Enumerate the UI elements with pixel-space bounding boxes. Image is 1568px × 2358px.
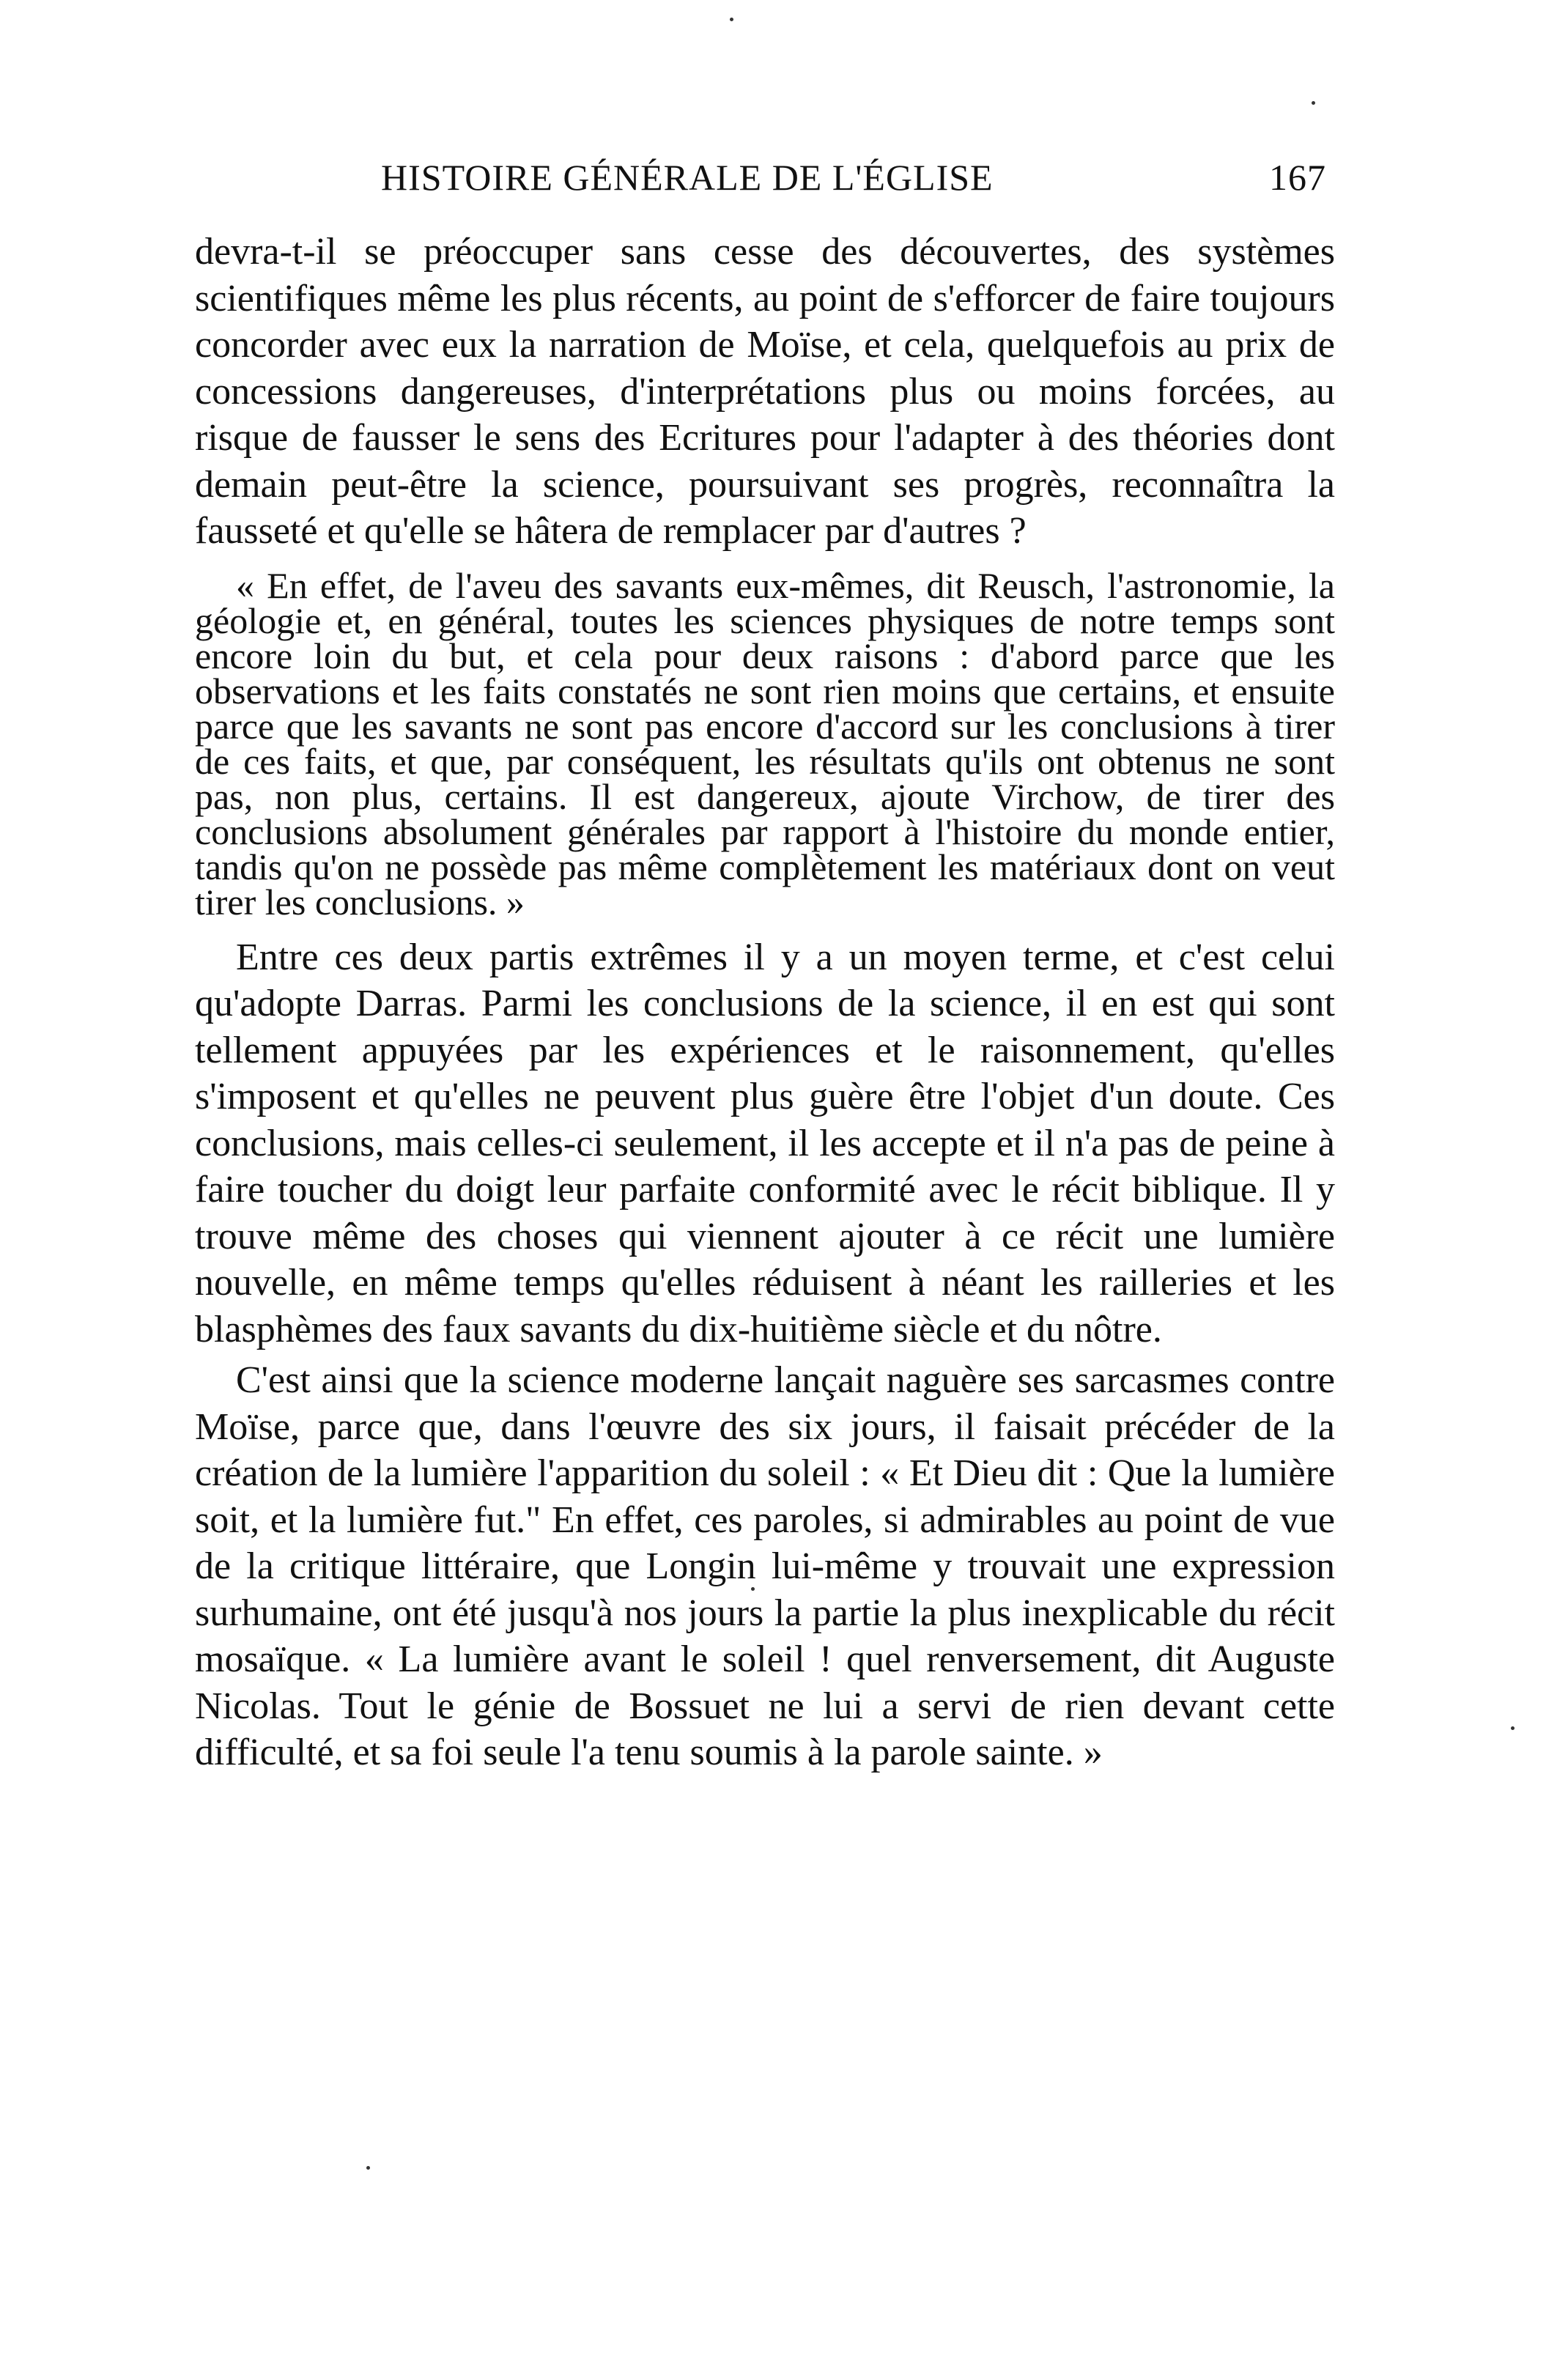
paragraph-continuation: devra-t-il se préoccuper sans cesse des découvertes, des systèmes scientifiques même les plus récents, au point de s'efforcer de faire toujours concorder avec eux la narration de Moïse, et cela, quelquefois au prix de concessions dangereuses, d'interprétations plus ou moins forcées, au risque de fausser le sens des Ecritures pour l'adapter à des théories dont demain peut-être la science, poursuivant ses progrès, reconnaîtra la fausseté et qu'elle se hâtera de remplacer par d'autres ? xyxy=(195,231,1335,552)
running-head-title: HISTOIRE GÉNÉRALE DE L'ÉGLISE xyxy=(381,157,994,198)
print-speck xyxy=(751,1587,755,1591)
paragraph-light-before-sun: C'est ainsi que la science moderne lançait naguère ses sarcasmes contre Moïse, parce que, dans l'œuvre des six jours, il faisait précéder de la création de la lumière l'apparition du soleil : « Et Dieu dit : Que la lumière soit, et la lumière fut." En effet, ces paroles, si admirables au point de vue de la critique littéraire, que Longin lui-même y trouvait une expression surhumaine, ont été jusqu'à nos jours la partie la plus inexplicable du récit mosaïque. « La lumière avant le soleil ! quel renversement, dit Auguste Nicolas. Tout le génie de Bossuet ne lui a servi de rien devant cette difficulté, et sa foi seule l'a tenu soumis à la parole sainte. » xyxy=(195,1359,1335,1773)
print-speck xyxy=(1511,1726,1515,1730)
print-speck xyxy=(1312,101,1315,105)
body-text xyxy=(195,229,1335,1776)
page-number: 167 xyxy=(1269,157,1326,198)
print-speck xyxy=(366,2166,370,2170)
paragraph-middle-term: Entre ces deux partis extrêmes il y a un moyen terme, et c'est celui qu'adopte Darras. Parmi les conclusions de la science, il en est qui sont tellement appuyées par les expériences et le raisonnement, qu'elles s'imposent et qu'elles ne peuvent plus guère être l'objet d'un doute. Ces conclusions, mais celles-ci seulement, il les accepte et il n'a pas de peine à faire toucher du doigt leur parfaite conformité avec le récit biblique. Il y trouve même des choses qui viennent ajouter à ce récit une lumière nouvelle, en même temps qu'elles réduisent à néant les railleries et les blasphèmes des faux savants du dix-huitième siècle et du nôtre. xyxy=(195,936,1335,1350)
running-head xyxy=(381,151,1326,204)
print-speck xyxy=(730,18,733,21)
paragraph-quotation: « En effet, de l'aveu des savants eux-mêmes, dit Reusch, l'astronomie, la géologie et, en général, toutes les sciences physiques de notre temps sont encore loin du but, et cela pour deux raisons : d'abord parce que les observations et les faits constatés ne sont rien moins que certains, et ensuite parce que les savants ne sont pas encore d'accord sur les conclusions à tirer de ces faits, et que, par conséquent, les résultats qu'ils ont obtenus ne sont pas, non plus, certains. Il est dangereux, ajoute Virchow, de tirer des conclusions absolument générales par rapport à l'histoire du monde entier, tandis qu'on ne possède pas même complètement les matériaux dont on veut tirer les conclusions. » xyxy=(195,564,1335,923)
